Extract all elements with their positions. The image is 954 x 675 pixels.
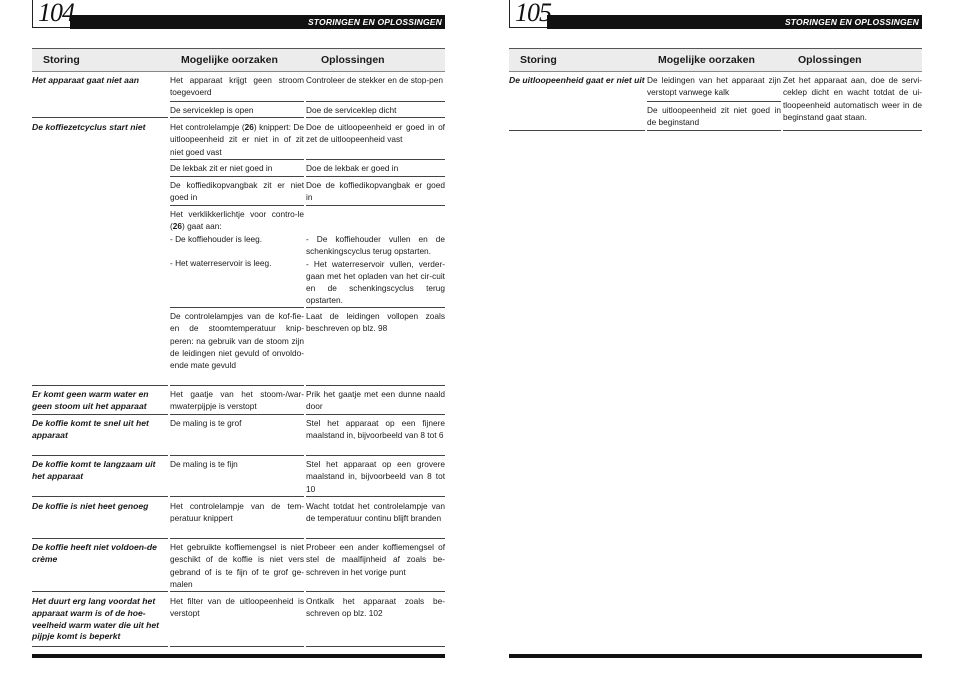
oplossing-cell: Ontkalk het apparaat zoals be-schreven op blz. 102	[306, 596, 445, 619]
row-divider	[170, 117, 304, 118]
oorzaak-cell: Het gebruikte koffiemengsel is niet geschikt of de koffie is niet vers gebrand of is te fijn of te grof ge-malen	[170, 542, 304, 589]
row-divider	[32, 591, 168, 592]
indicator-number: 26	[244, 122, 254, 132]
row-divider	[170, 205, 304, 206]
oorzaak-cell: De lekbak zit er niet goed in	[170, 163, 273, 173]
oplossing-cell: Laat de leidingen vollopen zoals beschreven op blz. 98	[306, 311, 445, 334]
table-header	[509, 48, 922, 72]
row-divider	[32, 455, 168, 456]
row-divider	[170, 646, 304, 647]
row-divider	[32, 385, 168, 386]
storing-cell: Het duurt erg lang voordat het apparaat warm is of de hoe-veelheid warm water die uit het pijpje komt is beperkt	[32, 596, 160, 642]
oplossing-cell: Probeer een ander koffiemengsel of stel de maalfijnheid af zoals be-schreven in het vorige punt	[306, 542, 445, 577]
row-divider	[306, 538, 445, 539]
page-104	[32, 0, 445, 675]
row-divider	[306, 176, 445, 177]
oplossing-cell: Prik het gaatje met een dunne naald door	[306, 389, 445, 412]
oplossing-cell: Stel het apparaat op een grovere maalstand in, bijvoorbeeld van 8 tot 10	[306, 459, 445, 494]
oorzaak-text: ) knippert: De uitloopeenheid zit er niet in of zit niet goed vast	[170, 122, 304, 157]
oorzaak-cell: De maling is te grof	[170, 418, 242, 428]
row-divider	[306, 159, 445, 160]
oplossing-cell: Doe de serviceklep dicht	[306, 105, 397, 115]
storing-cell: De koffie heeft niet voldoen-de crème	[32, 542, 157, 564]
storing-cell: De koffie komt te langzaam uit het apparaat	[32, 459, 156, 481]
table-header	[32, 48, 445, 72]
row-divider	[32, 414, 168, 415]
row-divider	[170, 591, 304, 592]
row-divider	[170, 385, 304, 386]
oplossing-text: - De koffiehouder vullen en de schenkingscyclus terug opstarten.	[306, 234, 445, 257]
oplossing-cell: Wacht totdat het controlelampje van de temperatuur continu blijft branden	[306, 501, 445, 524]
row-divider	[170, 307, 304, 308]
bottom-rule	[509, 654, 922, 658]
row-divider	[170, 496, 304, 497]
bottom-rule	[32, 654, 445, 658]
header-oplossingen: Oplossingen	[321, 54, 385, 66]
storing-cell: De koffie is niet heet genoeg	[32, 501, 149, 511]
storing-cell: Er komt geen warm water en geen stoom uit het apparaat	[32, 389, 149, 411]
storing-cell: De koffie komt te snel uit het apparaat	[32, 418, 149, 440]
oorzaak-text	[170, 208, 304, 233]
row-divider	[170, 538, 304, 539]
oorzaak-cell: Het filter van de uitloopeenheid is verstopt	[170, 596, 304, 619]
storing-cell: Het apparaat gaat niet aan	[32, 75, 139, 85]
oplossing-text: - Het waterreservoir vullen, verder-gaan met het opladen van het cir-cuit en de schenkingscyclus terug opstarten.	[306, 258, 445, 306]
row-divider	[32, 538, 168, 539]
oorzaak-cell: De koffiedikopvangbak zit er niet goed in	[170, 180, 304, 203]
page-number: 104	[38, 0, 74, 27]
row-divider	[306, 414, 445, 415]
row-divider	[170, 176, 304, 177]
oorzaak-text-part: ) gaat aan:	[182, 221, 222, 232]
row-divider	[170, 159, 304, 160]
indicator-number: 26	[172, 221, 182, 232]
oorzaak-cell: De leidingen van het apparaat zijn verstopt vanwege kalk	[647, 75, 781, 98]
row-divider	[32, 117, 168, 118]
row-divider	[647, 101, 781, 102]
row-divider	[306, 496, 445, 497]
row-divider	[783, 130, 922, 131]
row-divider	[306, 385, 445, 386]
page-number: 105	[515, 0, 551, 27]
oorzaak-text: - De koffiehouder is leeg.	[170, 233, 263, 244]
oorzaak-cell: Het gaatje van het stoom-/war-mwaterpijpje is verstopt	[170, 389, 304, 412]
row-divider	[306, 117, 445, 118]
section-title: STORINGEN EN OPLOSSINGEN	[547, 15, 922, 29]
row-divider	[306, 591, 445, 592]
row-divider	[306, 307, 445, 308]
header-oorzaken: Mogelijke oorzaken	[658, 54, 755, 66]
header-storing: Storing	[43, 54, 80, 66]
page-header	[32, 0, 445, 32]
oorzaak-cell: De controlelampjes van de kof-fie- en de stoomtemperatuur knip-peren: na gebruik van de stoom zijn de leidingen niet gevuld of onvoldo-ende mate gevuld	[170, 311, 304, 371]
oorzaak-cell	[170, 121, 304, 158]
row-divider	[170, 414, 304, 415]
oplossing-cell: Stel het apparaat op een fijnere maalstand in, bijvoorbeeld van 8 tot 6	[306, 418, 445, 441]
storing-cell: De koffiezetcyclus start niet	[32, 122, 146, 132]
page-header	[509, 0, 922, 32]
row-divider	[306, 455, 445, 456]
row-divider	[647, 130, 781, 131]
oorzaak-cell: Het controlelampje van de tem-peratuur knippert	[170, 501, 304, 524]
header-oorzaken: Mogelijke oorzaken	[181, 54, 278, 66]
oorzaak-text: Het controlelampje (	[170, 122, 245, 132]
section-title: STORINGEN EN OPLOSSINGEN	[70, 15, 445, 29]
oplossing-cell: Zet het apparaat aan, doe de servi-ceklep dicht en wacht totdat de ui-tloopeenheid automatisch weer in de beginstand gaat staan.	[783, 75, 922, 122]
oorzaak-cell: De uitloopeenheid zit niet goed in de beginstand	[647, 105, 781, 128]
page-105	[509, 0, 922, 675]
row-divider	[509, 130, 645, 131]
oorzaak-cell: De serviceklep is open	[170, 105, 254, 115]
row-divider	[306, 646, 445, 647]
row-divider	[170, 101, 304, 102]
storing-cell: De uitloopeenheid gaat er niet uit	[509, 75, 645, 85]
row-divider	[32, 496, 168, 497]
row-divider	[170, 455, 304, 456]
row-divider	[306, 205, 445, 206]
oorzaak-cell: De maling is te fijn	[170, 459, 238, 469]
oorzaak-cell	[170, 208, 304, 269]
header-storing: Storing	[520, 54, 557, 66]
oplossing-cell: Doe de koffiedikopvangbak er goed in	[306, 180, 445, 203]
oplossing-cell: Doe de lekbak er goed in	[306, 163, 399, 173]
oorzaak-text-part: Het verklikkerlichtje voor contro-le (	[170, 209, 304, 232]
header-oplossingen: Oplossingen	[798, 54, 862, 66]
oplossing-cell: Doe de uitloopeenheid er goed in of zet de uitloopeenheid vast	[306, 122, 445, 145]
oplossing-cell	[306, 233, 445, 307]
oplossing-cell: Controleer de stekker en de stop-pen	[306, 75, 443, 85]
row-divider	[306, 101, 445, 102]
oorzaak-text: - Het waterreservoir is leeg.	[170, 257, 272, 268]
row-divider	[32, 646, 168, 647]
oorzaak-cell: Het apparaat krijgt geen stroom toegevoerd	[170, 75, 304, 98]
